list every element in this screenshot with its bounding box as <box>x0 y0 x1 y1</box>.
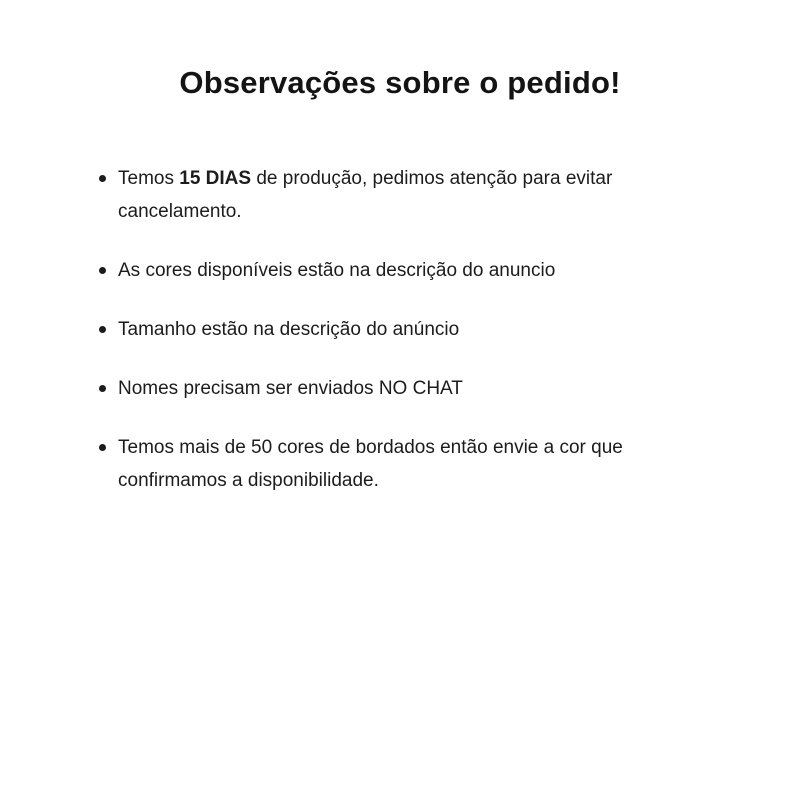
list-item: Nomes precisam ser enviados NO CHAT <box>118 372 716 405</box>
note-text: de produção, pedimos atenção para evitar cancelamento. <box>118 168 613 222</box>
note-bold-text: 15 DIAS <box>179 168 252 189</box>
list-item: As cores disponíveis estão na descrição do anuncio <box>118 254 716 287</box>
list-item: Temos mais de 50 cores de bordados então envie a cor que confirmamos a disponibilidade. <box>118 431 716 497</box>
list-item: Tamanho estão na descrição do anúncio <box>118 313 716 346</box>
list-item <box>118 162 716 228</box>
page-title: Observações sobre o pedido! <box>179 65 621 100</box>
notes-list <box>0 162 800 497</box>
note-text: Temos <box>118 168 180 189</box>
